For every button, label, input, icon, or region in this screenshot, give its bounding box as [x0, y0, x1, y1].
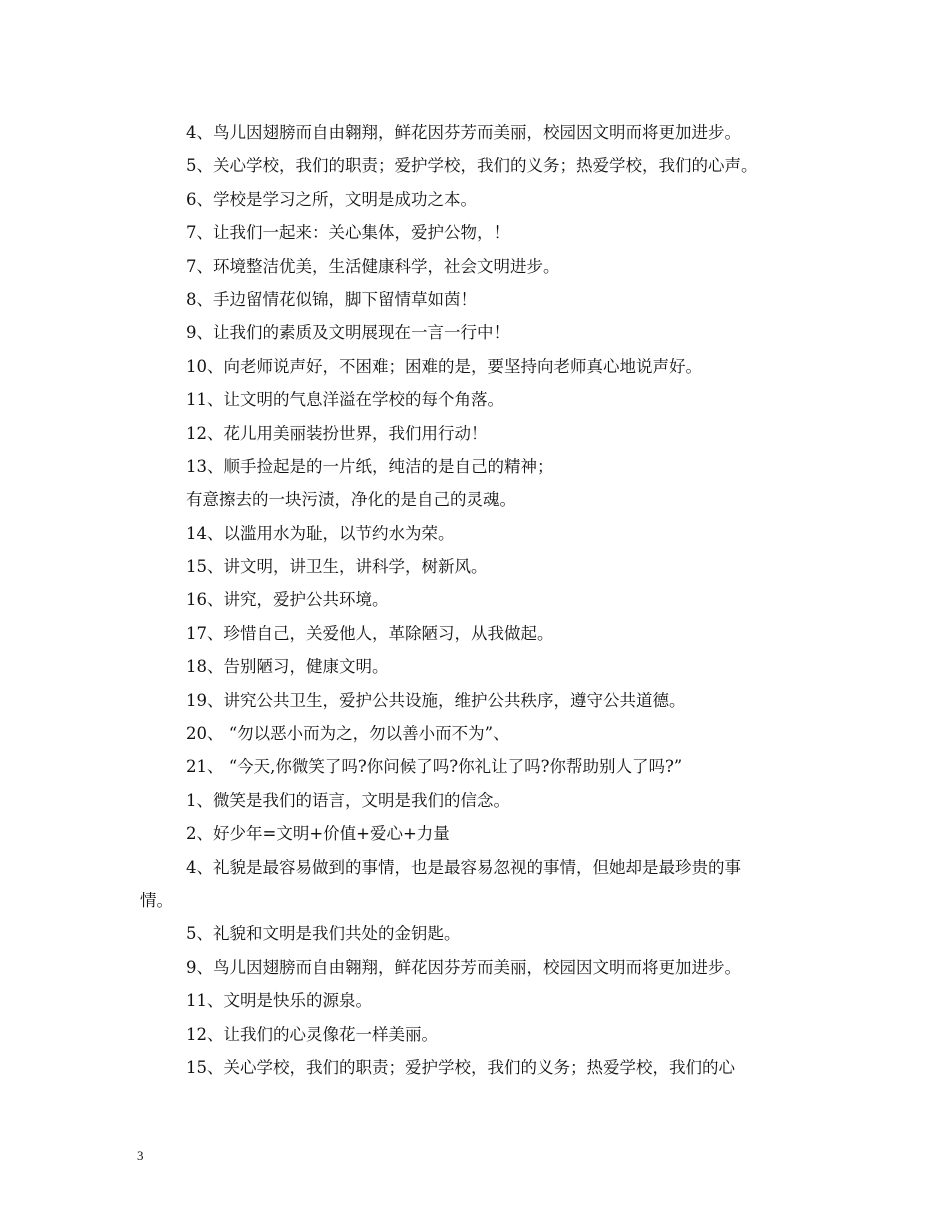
text-line: 4、鸟儿因翅膀而自由翱翔，鲜花因芬芳而美丽，校园因文明而将更加进步。 — [186, 123, 741, 142]
text-line: 18、告别陋习，健康文明。 — [186, 657, 389, 677]
text-line: 12、让我们的心灵像花一样美丽。 — [186, 1024, 438, 1044]
document-body — [140, 116, 820, 1084]
text-line: 14、以滥用水为耻，以节约水为荣。 — [186, 523, 455, 543]
text-line: 5、礼貌和文明是我们共处的金钥匙。 — [186, 924, 461, 944]
text-line: 19、讲究公共卫生，爱护公共设施，维护公共秩序，遵守公共道德。 — [186, 690, 686, 710]
text-line: 15、讲文明，讲卫生，讲科学，树新风。 — [186, 557, 488, 577]
text-line: 20、 “勿以恶小而为之，勿以善小而不为”、 — [186, 724, 510, 744]
text-line: 17、珍惜自己，关爱他人，革除陋习，从我做起。 — [186, 623, 554, 643]
text-line: 6、学校是学习之所，文明是成功之本。 — [186, 189, 477, 209]
text-line: 11、让文明的气息洋溢在学校的每个角落。 — [186, 390, 504, 410]
text-line: 4、礼貌是最容易做到的事情，也是最容易忽视的事情，但她却是最珍贵的事 — [186, 857, 741, 877]
text-line: 13、顺手捡起是的一片纸，纯洁的是自己的精神； — [186, 456, 554, 476]
text-line: 16、讲究，爱护公共环境。 — [186, 590, 389, 610]
text-line: 10、向老师说声好，不困难；困难的是，要坚持向老师真心地说声好。 — [186, 356, 702, 376]
text-line: 12、花儿用美丽装扮世界，我们用行动！ — [186, 423, 488, 443]
text-line: 21、 “今天,你微笑了吗?你问候了吗?你礼让了吗?你帮助别人了吗?” — [186, 757, 683, 777]
text-line: 1、微笑是我们的语言，文明是我们的信念。 — [186, 790, 510, 810]
text-line: 8、手边留情花似锦，脚下留情草如茵！ — [186, 289, 477, 309]
text-line: 15、关心学校，我们的职责；爱护学校，我们的义务；热爱学校，我们的心 — [186, 1057, 735, 1077]
page-number: 3 — [137, 1148, 144, 1163]
text-line: 7、环境整洁优美，生活健康科学，社会文明进步。 — [186, 256, 560, 276]
text-line: 2、好少年=文明+价值+爱心+力量 — [186, 824, 450, 844]
text-line: 9、鸟儿因翅膀而自由翱翔，鲜花因芬芳而美丽，校园因文明而将更加进步。 — [186, 957, 741, 977]
text-line: 11、文明是快乐的源泉。 — [186, 991, 372, 1011]
text-line: 9、让我们的素质及文明展现在一言一行中！ — [186, 323, 510, 343]
text-line-continuation: 情。 — [140, 890, 173, 910]
text-line: 7、让我们一起来：关心集体，爱护公物，！ — [186, 223, 510, 243]
text-line: 有意擦去的一块污渍，净化的是自己的灵魂。 — [186, 490, 516, 510]
text-line: 5、关心学校，我们的职责；爱护学校，我们的义务；热爱学校，我们的心声。 — [186, 156, 758, 176]
